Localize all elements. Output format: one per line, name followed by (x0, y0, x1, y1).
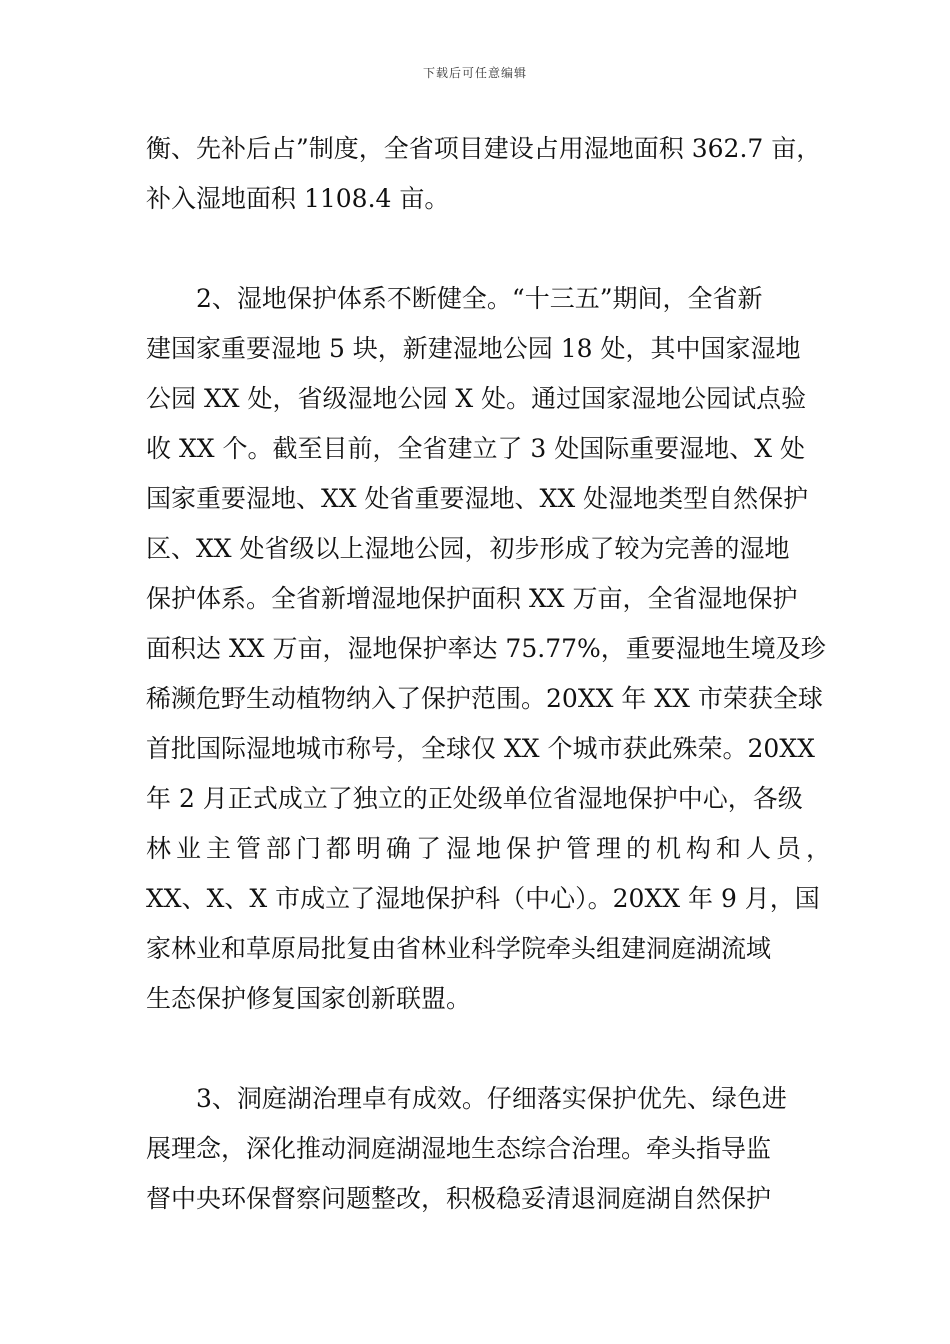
text-line: 保护体系。全省新增湿地保护面积 XX 万亩，全省湿地保护 (146, 584, 798, 613)
text-line: 家林业和草原局批复由省林业科学院牵头组建洞庭湖流域 (146, 934, 772, 963)
text-line: 生态保护修复国家创新联盟。 (146, 984, 472, 1013)
text-line: 收 XX 个。截至目前，全省建立了 3 处国际重要湿地、X 处 (146, 434, 806, 463)
text-line: 年 2 月正式成立了独立的正处级单位省湿地保护中心，各级 (146, 784, 803, 813)
paragraph-1 (146, 124, 822, 224)
text-line: 3、洞庭湖治理卓有成效。仔细落实保护优先、绿色进 (196, 1084, 787, 1113)
text-line: 稀濒危野生动植物纳入了保护范围。20XX 年 XX 市荣获全球 (146, 684, 823, 713)
text-line: 林业主管部门都明确了湿地保护管理的机构和人员， (146, 834, 837, 863)
paragraph-2 (146, 274, 837, 1024)
text-line: 面积达 XX 万亩，湿地保护率达 75.77%，重要湿地生境及珍 (146, 634, 826, 663)
paragraph-gap (146, 224, 808, 274)
text-line: XX、X、X 市成立了湿地保护科（中心）。20XX 年 9 月，国 (146, 884, 820, 913)
text-line: 督中央环保督察问题整改，积极稳妥清退洞庭湖自然保护 (146, 1184, 772, 1213)
text-line: 国家重要湿地、XX 处省重要湿地、XX 处湿地类型自然保护 (146, 484, 809, 513)
page-header-note: 下载后可任意编辑 (422, 66, 527, 80)
paragraph-gap (146, 1024, 808, 1074)
text-line: 补入湿地面积 1108.4 亩。 (146, 184, 450, 213)
text-line: 2、湿地保护体系不断健全。“十三五”期间，全省新 (196, 284, 763, 313)
text-line: 区、XX 处省级以上湿地公园，初步形成了较为完善的湿地 (146, 534, 790, 563)
text-line: 公园 XX 处，省级湿地公园 X 处。通过国家湿地公园试点验 (146, 384, 807, 413)
paragraph-3 (146, 1074, 808, 1224)
text-line: 展理念，深化推动洞庭湖湿地生态综合治理。牵头指导监 (146, 1134, 772, 1163)
text-line: 衡、先补后占”制度，全省项目建设占用湿地面积 362.7 亩， (146, 134, 822, 163)
text-line: 建国家重要湿地 5 块，新建湿地公园 18 处，其中国家湿地 (146, 334, 801, 363)
document-body (146, 124, 837, 1224)
text-line: 首批国际湿地城市称号，全球仅 XX 个城市获此殊荣。20XX (146, 734, 815, 763)
